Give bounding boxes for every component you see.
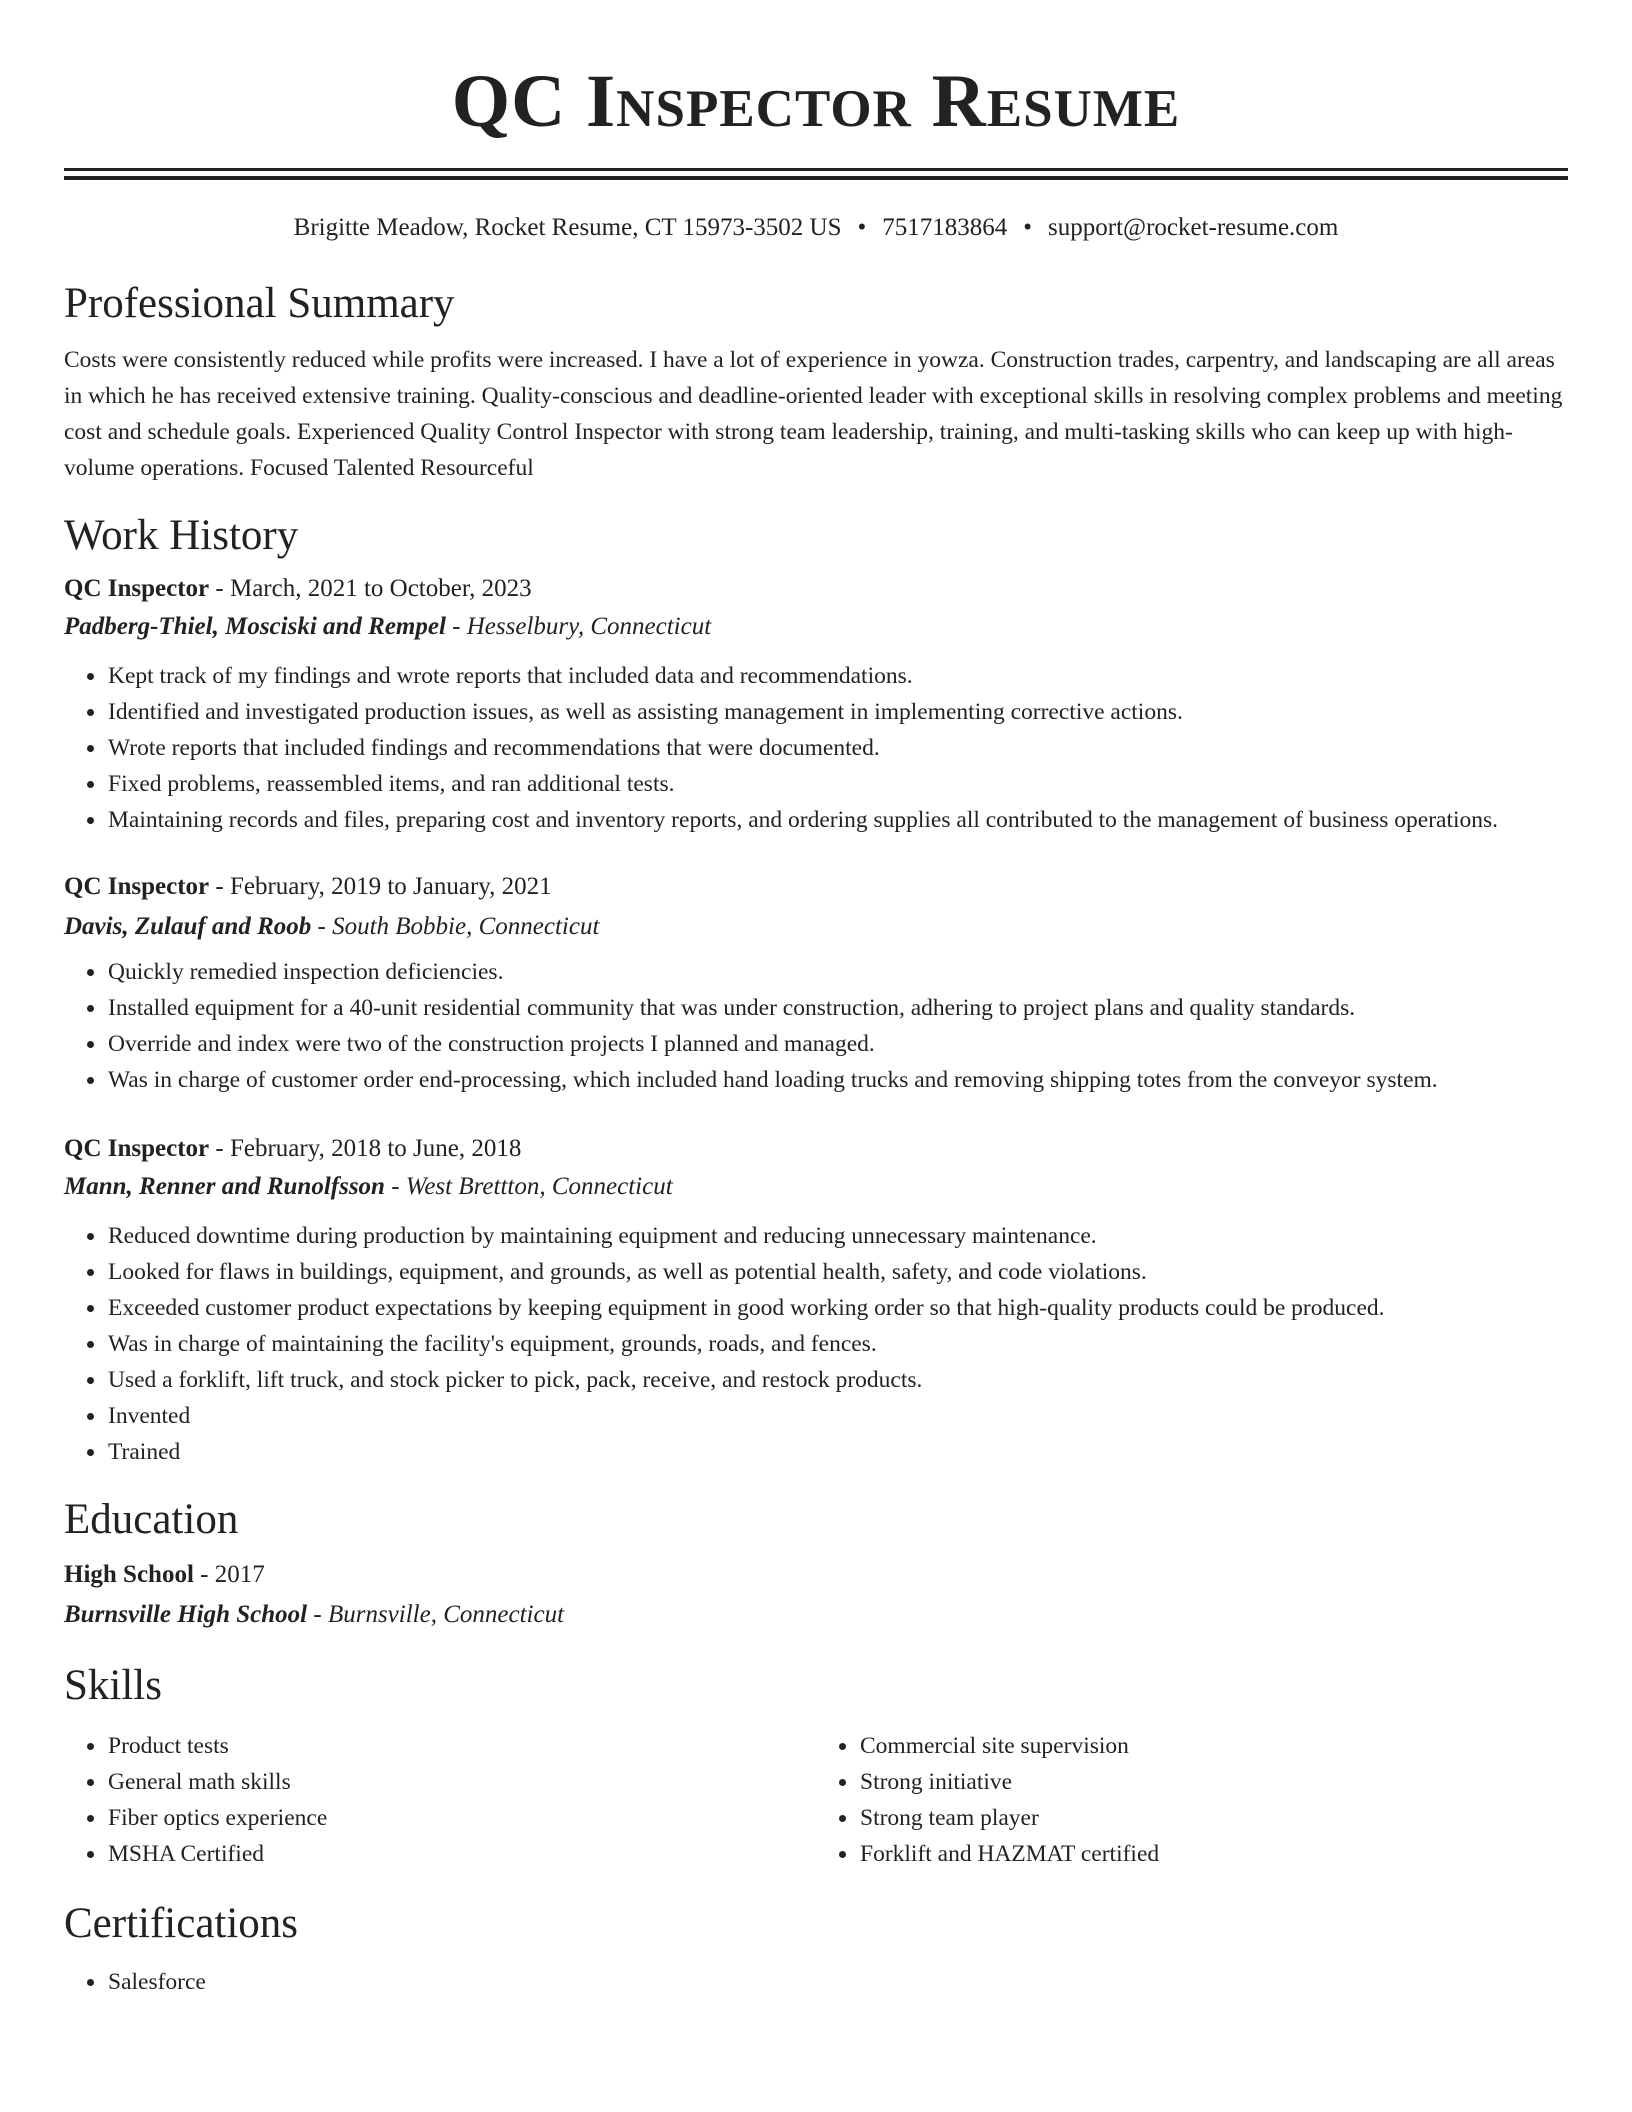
job-bullet: • Kept track of my findings and wrote reports that included data and recommendations. <box>107 658 1568 694</box>
school-location: - Burnsville, Connecticut <box>307 1601 565 1628</box>
job-dates: - February, 2019 to January, 2021 <box>209 873 552 900</box>
skill-item: • General math skills <box>107 1764 816 1800</box>
job-bullets <box>64 954 1568 1098</box>
education-entry <box>64 1558 1568 1632</box>
contact-separator: • <box>857 214 867 241</box>
contact-separator: • <box>1023 214 1033 241</box>
job-company: Padberg-Thiel, Mosciski and Rempel <box>64 613 446 640</box>
certifications-heading: Certifications <box>64 1900 299 1947</box>
school-name: Burnsville High School <box>64 1601 308 1628</box>
contact-phone: 7517183864 <box>882 214 1008 241</box>
skill-item: • Fiber optics experience <box>107 1800 816 1836</box>
resume-title: QC Inspector Resume <box>451 60 1181 143</box>
contact-line <box>64 212 1568 244</box>
job-bullet: • Maintaining records and files, preparing cost and inventory reports, and ordering supplies all contributed to the management of business operations. <box>107 802 1568 838</box>
job-bullet: • Was in charge of customer order end-processing, which included hand loading trucks and removing shipping totes from the conveyor system. <box>107 1062 1568 1098</box>
job-bullet: • Used a forklift, lift truck, and stock picker to pick, pack, receive, and restock products. <box>107 1362 1568 1398</box>
job-bullet: • Trained <box>107 1434 1568 1470</box>
job-bullet: • Exceeded customer product expectations by keeping equipment in good working order so that high-quality products could be produced. <box>107 1290 1568 1326</box>
resume-page <box>64 0 1568 2000</box>
job-bullet: • Was in charge of maintaining the facility's equipment, grounds, roads, and fences. <box>107 1326 1568 1362</box>
education-heading: Education <box>64 1496 239 1543</box>
job-entry <box>64 870 1568 1098</box>
job-bullet: • Quickly remedied inspection deficiencies. <box>107 954 1568 990</box>
job-company-line <box>64 1170 1568 1204</box>
work-history-heading: Work History <box>64 512 299 559</box>
skills-column-right <box>816 1728 1568 1872</box>
job-bullet: • Fixed problems, reassembled items, and ran additional tests. <box>107 766 1568 802</box>
job-location: - West Brettton, Connecticut <box>384 1173 673 1200</box>
skill-item: • Forklift and HAZMAT certified <box>859 1836 1568 1872</box>
degree: High School <box>64 1561 194 1588</box>
job-title-line <box>64 1132 1568 1166</box>
summary-heading: Professional Summary <box>64 280 455 327</box>
job-company-line <box>64 610 1568 644</box>
skills-heading: Skills <box>64 1662 162 1709</box>
job-bullets <box>64 1218 1568 1470</box>
certifications-list <box>64 1964 1568 2000</box>
job-bullet: • Installed equipment for a 40-unit residential community that was under construction, adhering to project plans and quality standards. <box>107 990 1568 1026</box>
summary-text: Costs were consistently reduced while profits were increased. I have a lot of experience in yowza. Construction trades, carpentry, and landscaping are all areas in which he has received extensive training. Quality-conscious and deadline-oriented leader with exceptional skills in resolving complex problems and meeting cost and schedule goals. Experienced Quality Control Inspector with strong team leadership, training, and multi-tasking skills who can keep up with high-volume operations. Focused Talented Resourceful <box>64 347 1563 481</box>
job-bullet: • Wrote reports that included findings and recommendations that were documented. <box>107 730 1568 766</box>
graduation-year: - 2017 <box>193 1561 265 1588</box>
skills-column-left <box>64 1728 816 1872</box>
certification-item: • Salesforce <box>107 1964 1568 2000</box>
job-bullets <box>64 658 1568 838</box>
skill-item: • MSHA Certified <box>107 1836 816 1872</box>
job-bullet: • Reduced downtime during production by maintaining equipment and reducing unnecessary maintenance. <box>107 1218 1568 1254</box>
job-title-line <box>64 870 1568 904</box>
job-title: QC Inspector <box>64 575 210 602</box>
job-location: - South Bobbie, Connecticut <box>311 913 600 940</box>
skills-grid <box>64 1728 1568 1872</box>
job-title: QC Inspector <box>64 1135 210 1162</box>
title-double-rule <box>64 168 1568 180</box>
job-bullet: • Looked for flaws in buildings, equipment, and grounds, as well as potential health, safety, and code violations. <box>107 1254 1568 1290</box>
job-title: QC Inspector <box>64 873 210 900</box>
job-company-line <box>64 910 1568 944</box>
job-company: Davis, Zulauf and Roob <box>64 913 312 940</box>
job-bullet: • Invented <box>107 1398 1568 1434</box>
job-entry <box>64 572 1568 838</box>
skill-item: • Product tests <box>107 1728 816 1764</box>
contact-email: support@rocket-resume.com <box>1048 214 1339 241</box>
job-bullet: • Identified and investigated production issues, as well as assisting management in implementing corrective actions. <box>107 694 1568 730</box>
school-line <box>64 1598 1568 1632</box>
job-dates: - March, 2021 to October, 2023 <box>209 575 532 602</box>
job-title-line <box>64 572 1568 606</box>
skill-item: • Strong team player <box>859 1800 1568 1836</box>
skill-item: • Strong initiative <box>859 1764 1568 1800</box>
skill-item: • Commercial site supervision <box>859 1728 1568 1764</box>
job-company: Mann, Renner and Runolfsson <box>64 1173 385 1200</box>
job-bullet: • Override and index were two of the construction projects I planned and managed. <box>107 1026 1568 1062</box>
degree-line <box>64 1558 1568 1592</box>
job-location: - Hesselbury, Connecticut <box>445 613 712 640</box>
job-entry <box>64 1132 1568 1470</box>
job-dates: - February, 2018 to June, 2018 <box>209 1135 522 1162</box>
contact-address: Brigitte Meadow, Rocket Resume, CT 15973-3502 US <box>293 214 842 241</box>
